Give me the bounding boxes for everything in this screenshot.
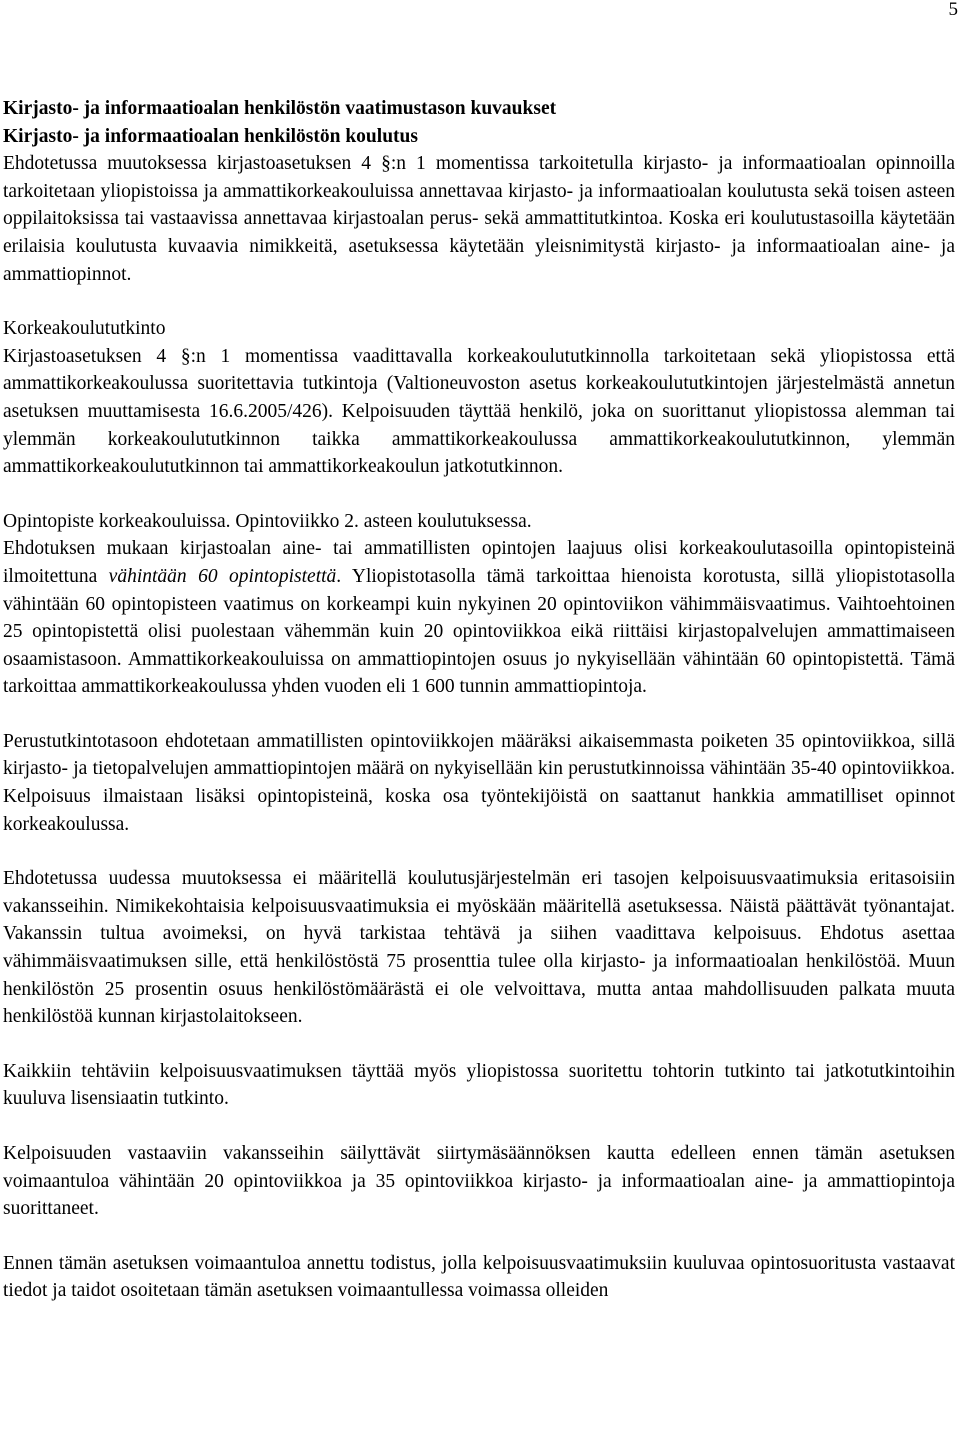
paragraph-tohtorin-tutkinto: Kaikkiin tehtäviin kelpoisuusvaatimuksen täyttää myös yliopistossa suoritettu tohtorin tutkinto tai jatkotutkintoihin kuuluva lisensiaatin tutkinto.	[3, 1060, 955, 1110]
paragraph-opintopiste	[3, 535, 955, 701]
paragraph-siirtymasaannos: Kelpoisuuden vastaaviin vakansseihin säilyttävät siirtymäsäännöksen kautta edelleen ennen tämän asetuksen voimaantuloa vähintään 20 opintoviikkoa ja 35 opintoviikkoa kirjasto- ja informaatioalan aine- ja ammattiopintoja suorittaneet.	[3, 1143, 955, 1220]
paragraph-todistus: Ennen tämän asetuksen voimaantuloa annettu todistus, jolla kelpoisuusvaatimuksiin kuuluvaa opintosuoritusta vastaavat tiedot ja taidot osoitetaan tämän asetuksen voimaantullessa voimassa olleiden	[3, 1252, 955, 1302]
paragraph-perustutkinto: Perustutkintotasoon ehdotetaan ammatillisten opintoviikkojen määräksi aikaisemmasta poiketen 35 opintoviikkoa, sillä kirjasto- ja tietopalvelujen ammattiopintojen määrä on nykyisellään kin perustutkinnoissa vähintään 35-40 opintoviikkoa. Kelpoisuus ilmaistaan lisäksi opintopisteinä, koska osa työntekijöistä on saattanut hankkia ammatilliset opinnot korkeakoulussa.	[3, 730, 955, 835]
section-heading-korkeakoulututkinto: Korkeakoulututkinto	[3, 318, 166, 340]
emphasis-opintopisteet: vähintään 60 opintopistettä	[108, 565, 337, 587]
document-body	[3, 95, 955, 1305]
paragraph-opintopiste-start: Ehdotuksen mukaan kirjastoalan aine- tai ammatillisten opintojen laajuus olisi korkeakoulutasoilla opintopisteinä ilmoitettuna	[3, 538, 955, 587]
section-heading-opintopiste: Opintopiste korkeakouluissa. Opintoviikko 2. asteen koulutuksessa.	[3, 510, 532, 532]
section-heading-koulutus: Kirjasto- ja informaatioalan henkilöstön koulutus	[3, 125, 418, 147]
paragraph-koulutus: Ehdotetussa muutoksessa kirjastoasetuksen 4 §:n 1 momentissa tarkoitetulla kirjasto- ja informaatioalan opinnoilla tarkoitetaan yliopistoissa ja ammattikorkeakouluissa annettavaa kirjasto- ja informaatioalan koulutusta sekä toisen asteen oppilaitoksissa tai vastaavissa annettavaa kirjastoalan perus- sekä ammattitutkintoa. Koska eri koulutustasoilla käytetään erilaisia koulutusta kuvaavia nimikkeitä, asetuksessa käytetään yleisnimitystä kirjasto- ja informaatioalan aine- ja ammattiopinnot.	[3, 153, 955, 285]
paragraph-opintopiste-end: . Yliopistotasolla tämä tarkoittaa hienoista korotusta, sillä yliopistotasolla vähintään 60 opintopisteen vaatimus on korkeampi kuin nykyinen 20 opintoviikon vähimmäisvaatimus. Vaihtoehtoinen 25 opintopistettä olisi puolestaan vähemmän kuin 20 opintoviikkoa eikä riittäisi kirjastopalvelujen ammattimaiseen osaamistasoon. Ammattikorkeakouluissa on ammattiopintojen osuus jo nykyisellään vähintään 60 opintopistettä. Tämä tarkoittaa ammattikorkeakoulussa yhden vuoden eli 1 600 tunnin ammattiopintoja.	[3, 565, 955, 698]
paragraph-korkeakoulututkinto: Kirjastoasetuksen 4 §:n 1 momentissa vaadittavalla korkeakoulututkinnolla tarkoitetaan sekä yliopistossa että ammattikorkeakoulussa suoritettavia tutkintoja (Valtioneuvoston asetus korkeakoulututkintojen järjestelmästä annetun asetuksen muuttamisesta 16.6.2005/426). Kelpoisuuden täyttää henkilö, joka on suorittanut yliopistossa alemman tai ylemmän korkeakoulututkinnon taikka ammattikorkeakoulussa ammattikorkeakoulututkinnon, ylemmän ammattikorkeakoulututkinnon tai ammattikorkeakoulun jatkotutkinnon.	[3, 345, 955, 478]
page-number: 5	[948, 0, 958, 20]
document-title: Kirjasto- ja informaatioalan henkilöstön vaatimustason kuvaukset	[3, 98, 557, 119]
paragraph-kelpoisuusvaatimukset: Ehdotetussa uudessa muutoksessa ei määritellä koulutusjärjestelmän eri tasojen kelpoisuusvaatimuksia eritasoisiin vakansseihin. Nimikekohtaisia kelpoisuusvaatimuksia ei myöskään määritellä asetuksessa. Näistä päättävät työnantajat. Vakanssin tultua avoimeksi, on hyvä tarkistaa tehtävä ja siihen vaadittava kelpoisuus. Ehdotus asettaa vähimmäisvaatimuksen sille, että henkilöstöstä 75 prosenttia tulee olla kirjasto- ja informaatioalan henkilöstöä. Muun henkilöstön 25 prosentin osuus henkilöstömäärästä ei ole velvoittava, mutta antaa mahdollisuuden palkata muuta henkilöstöä kunnan kirjastolaitokseen.	[3, 868, 955, 1028]
